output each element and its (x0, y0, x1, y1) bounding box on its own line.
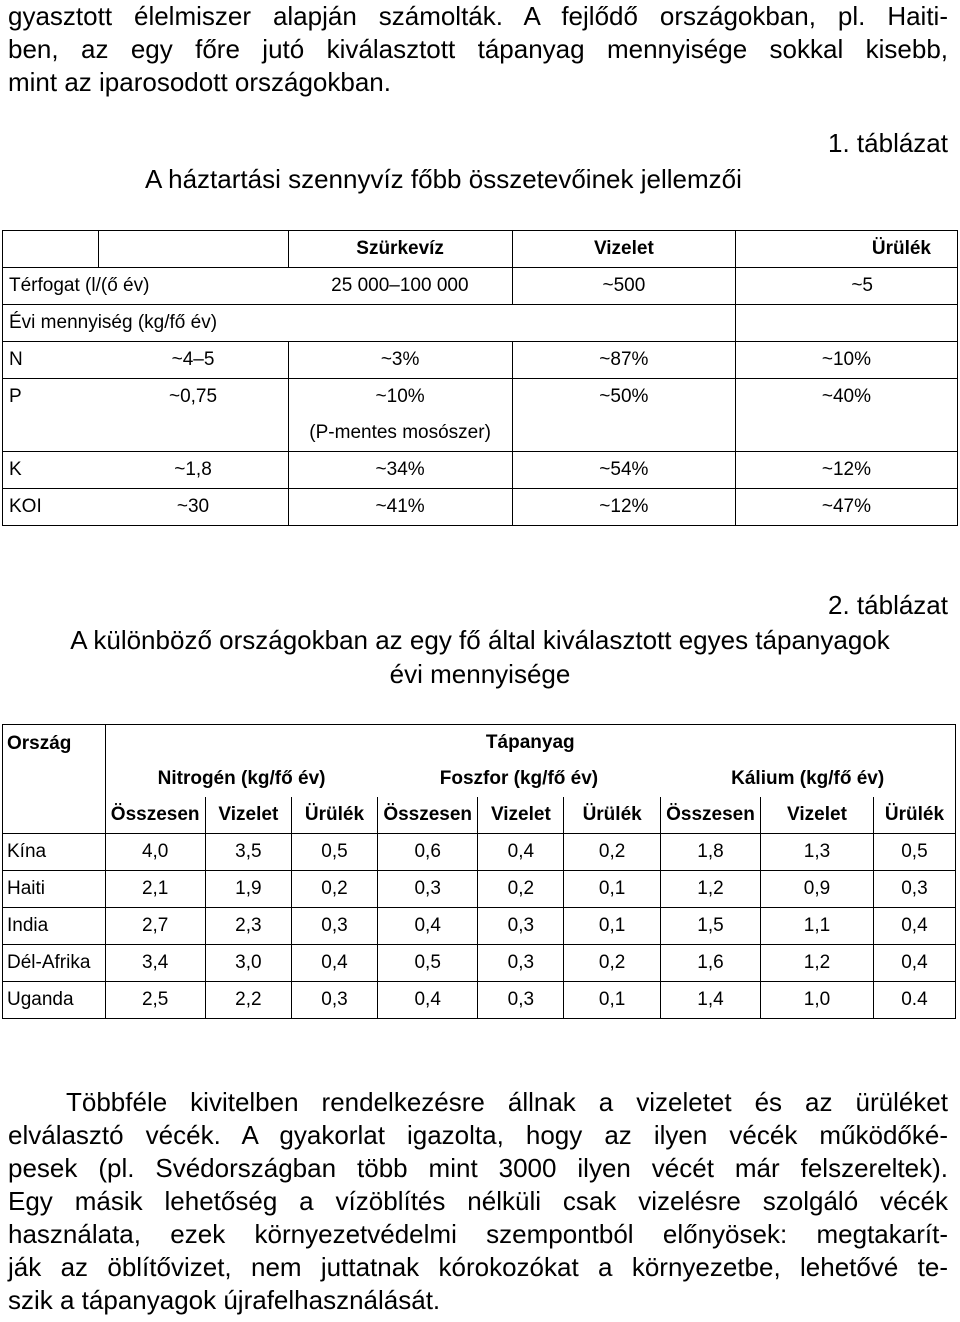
table2-title-line1: A különböző országokban az egy fő által kiválasztott egyes tápanyagok (70, 625, 890, 655)
subheader-cell: Ürülék (564, 797, 660, 834)
value-cell: 0,3 (478, 945, 564, 982)
cell-total: ~30 (98, 489, 288, 526)
table-row (3, 489, 958, 526)
outro-line: pesek (pl. Svédországban több mint 3000 ilyen vécét már felszereltek). (8, 1153, 948, 1183)
outro-line: Többféle kivitelben rendelkezésre állnak a vizeletet és az ürüléket (66, 1087, 948, 1117)
value-cell: 0,3 (873, 871, 955, 908)
table2-body (3, 834, 956, 1019)
cell-total: ~0,75 (98, 379, 288, 416)
table1 (2, 230, 958, 526)
value-cell: 0,3 (478, 908, 564, 945)
cell-urine: ~500 (512, 268, 736, 305)
table2-subheader-row (3, 797, 956, 834)
table1-header-cell: Szürkevíz (288, 231, 512, 268)
value-cell: 0,4 (378, 908, 478, 945)
cell-feces: ~47% (736, 489, 958, 526)
subheader-cell: Ürülék (873, 797, 955, 834)
row-label: P (3, 379, 99, 416)
table2-title-line2: évi mennyisége (389, 659, 571, 689)
value-cell: 0,2 (291, 871, 377, 908)
country-cell: Uganda (3, 982, 106, 1019)
cell-urine: ~50% (512, 379, 736, 416)
country-cell: Kína (3, 834, 106, 871)
table1-header-cell: Vizelet (512, 231, 736, 268)
outro-line: Egy másik lehetőség a vízöblítés nélküli csak vizelésre szolgáló vécék (8, 1186, 948, 1216)
cell-greywater: ~41% (288, 489, 512, 526)
value-cell: 3,0 (205, 945, 291, 982)
cell-urine: ~87% (512, 342, 736, 379)
table2-header-row (3, 725, 956, 762)
value-cell: 0,5 (873, 834, 955, 871)
value-cell: 0,9 (761, 871, 874, 908)
table-row (3, 342, 958, 379)
value-cell: 0,3 (291, 982, 377, 1019)
value-cell: 2,5 (105, 982, 205, 1019)
table2-number: 2. táblázat (828, 590, 948, 620)
cell-feces: ~12% (736, 452, 958, 489)
country-cell: Dél-Afrika (3, 945, 106, 982)
table-row (3, 379, 958, 416)
value-cell: 2,2 (205, 982, 291, 1019)
cell-urine (512, 305, 736, 342)
subheader-cell: Vizelet (205, 797, 291, 834)
table1-header-cell: Ürülék (736, 231, 958, 268)
value-cell: 0,2 (564, 945, 660, 982)
row-label: Térfogat (l/(ő év) (3, 268, 289, 305)
cell-feces (736, 305, 958, 342)
cell-greywater-note: (P-mentes mosószer) (288, 415, 512, 452)
row-label: KOI (3, 489, 99, 526)
value-cell: 1,3 (761, 834, 874, 871)
table1-number: 1. táblázat (828, 128, 948, 158)
value-cell: 1,5 (660, 908, 760, 945)
value-cell: 0,1 (564, 982, 660, 1019)
subheader-cell: Vizelet (478, 797, 564, 834)
value-cell: 3,4 (105, 945, 205, 982)
intro-line: gyasztott élelmiszer alapján számolták. A fejlődő országokban, pl. Haiti- (8, 1, 948, 31)
row-label: Évi mennyiség (kg/fő év) (3, 305, 513, 342)
subheader-cell: Vizelet (761, 797, 874, 834)
row-label: K (3, 452, 99, 489)
cell-greywater: ~10% (288, 379, 512, 416)
value-cell: 1,8 (660, 834, 760, 871)
value-cell: 1,2 (660, 871, 760, 908)
group-header-nitrogen: Nitrogén (kg/fő év) (105, 761, 378, 797)
value-cell: 0,1 (564, 871, 660, 908)
table1-header-cell (98, 231, 288, 268)
table-row (3, 871, 956, 908)
outro-line: használata, ezek környezetvédelmi szempontból előnyösek: megtakarít- (8, 1219, 948, 1249)
group-header-potassium: Kálium (kg/fő év) (660, 761, 955, 797)
value-cell: 1,1 (761, 908, 874, 945)
table-row (3, 834, 956, 871)
cell-total: ~4–5 (98, 342, 288, 379)
table2 (2, 724, 956, 1019)
table-row (3, 452, 958, 489)
outro-paragraph (8, 1086, 948, 1317)
value-cell: 1,9 (205, 871, 291, 908)
row-label (3, 415, 99, 452)
value-cell: 0,6 (378, 834, 478, 871)
value-cell: 0,2 (564, 834, 660, 871)
cell-total: ~1,8 (98, 452, 288, 489)
value-cell: 1,4 (660, 982, 760, 1019)
value-cell: 0,4 (873, 945, 955, 982)
subheader-cell: Összesen (105, 797, 205, 834)
row-label: N (3, 342, 99, 379)
outro-line: szik a tápanyagok újrafelhasználását. (8, 1285, 441, 1315)
intro-paragraph (8, 0, 948, 99)
cell-urine (512, 415, 736, 452)
value-cell: 0,3 (478, 982, 564, 1019)
cell-feces (736, 415, 958, 452)
value-cell: 0,4 (378, 982, 478, 1019)
cell-urine: ~54% (512, 452, 736, 489)
intro-line: ben, az egy főre jutó kiválasztott tápanyag mennyisége sokkal kisebb, (8, 34, 948, 64)
table2-group-row (3, 761, 956, 797)
value-cell: 3,5 (205, 834, 291, 871)
subheader-cell: Összesen (378, 797, 478, 834)
table-row (3, 908, 956, 945)
table-row (3, 945, 956, 982)
table1-header-cell (3, 231, 99, 268)
cell-total (98, 415, 288, 452)
value-cell: 0,3 (291, 908, 377, 945)
nutrient-header: Tápanyag (105, 725, 955, 762)
table1-title: A háztartási szennyvíz főbb összetevőinek jellemzői (145, 164, 742, 194)
subheader-cell: Ürülék (291, 797, 377, 834)
outro-line: ják az öblítővizet, nem juttatnak kórokozókat a környezetbe, lehetővé te- (8, 1252, 948, 1282)
cell-feces: ~10% (736, 342, 958, 379)
country-header: Ország (3, 725, 106, 834)
value-cell: 2,7 (105, 908, 205, 945)
cell-feces: ~40% (736, 379, 958, 416)
value-cell: 0,2 (478, 871, 564, 908)
country-cell: India (3, 908, 106, 945)
value-cell: 0,1 (564, 908, 660, 945)
cell-greywater: ~34% (288, 452, 512, 489)
intro-line: mint az iparosodott országokban. (8, 67, 391, 97)
value-cell: 0,5 (378, 945, 478, 982)
cell-greywater: 25 000–100 000 (288, 268, 512, 305)
outro-line: elválasztó vécék. A gyakorlat igazolta, hogy az ilyen vécék működőké- (8, 1120, 948, 1150)
table-row (3, 982, 956, 1019)
cell-feces: ~5 (736, 268, 958, 305)
cell-urine: ~12% (512, 489, 736, 526)
value-cell: 0.4 (873, 982, 955, 1019)
cell-greywater: ~3% (288, 342, 512, 379)
group-header-phosphorus: Foszfor (kg/fő év) (439, 768, 599, 789)
value-cell: 1,2 (761, 945, 874, 982)
value-cell: 0,5 (291, 834, 377, 871)
table-row (3, 268, 958, 305)
value-cell: 0,4 (291, 945, 377, 982)
table-row (3, 415, 958, 452)
table1-header-row (3, 231, 958, 268)
value-cell: 0,3 (378, 871, 478, 908)
value-cell: 1,6 (660, 945, 760, 982)
value-cell: 4,0 (105, 834, 205, 871)
value-cell: 1,0 (761, 982, 874, 1019)
subheader-cell: Összesen (660, 797, 760, 834)
value-cell: 2,3 (205, 908, 291, 945)
country-cell: Haiti (3, 871, 106, 908)
table-row (3, 305, 958, 342)
value-cell: 2,1 (105, 871, 205, 908)
value-cell: 0,4 (478, 834, 564, 871)
value-cell: 0,4 (873, 908, 955, 945)
